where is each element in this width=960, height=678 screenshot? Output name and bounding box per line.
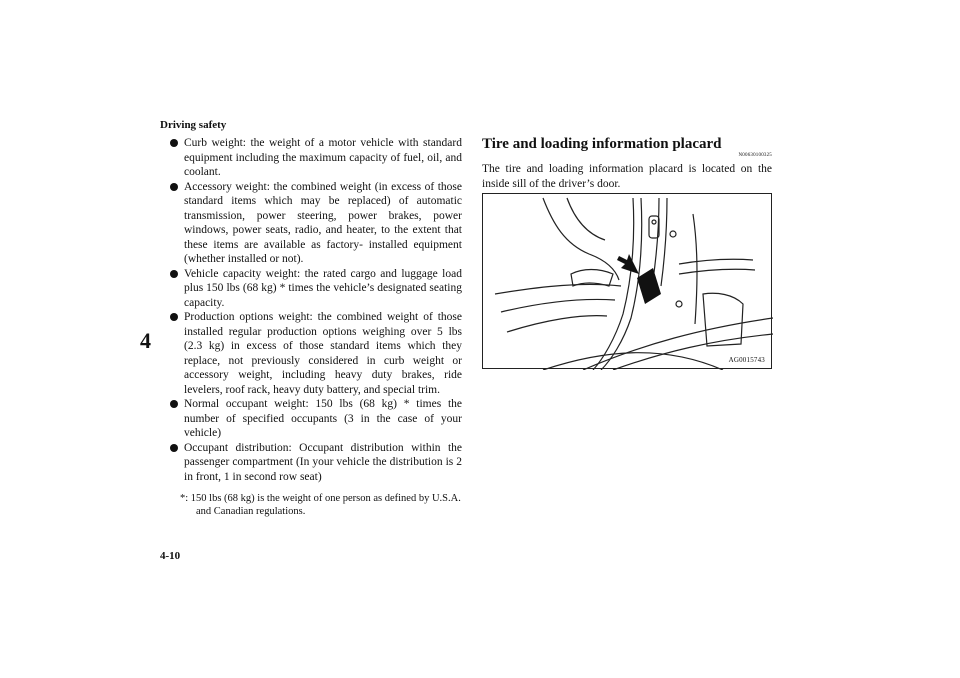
list-item-text: Production options weight: the combined weight of those installed regular production options weighing over 5 lbs (2.3 kg) in excess of those standard items which they replace, not previously considered in curb weight or accessory weight, including heavy duty brakes, ride levelers, roof rack, heavy duty battery, and special trim.	[184, 311, 462, 396]
list-item-text: Vehicle capacity weight: the rated cargo and luggage load plus 150 lbs (68 kg) * times the vehicle’s designated seating capacity.	[184, 267, 462, 309]
list-item	[170, 136, 462, 180]
figure-code: AG0015743	[728, 356, 765, 364]
door-sill-drawing-icon	[483, 194, 773, 370]
chapter-tab: 4	[140, 328, 151, 353]
bullet-icon	[170, 139, 178, 147]
intro-paragraph: The tire and loading information placard is located on the inside sill of the driver’s door.	[482, 163, 772, 190]
bullet-icon	[170, 270, 178, 278]
list-item-text: Normal occupant weight: 150 lbs (68 kg) * times the number of specified occupants (3 in the case of your vehicle)	[184, 398, 462, 439]
bullet-icon	[170, 313, 178, 321]
section-title: Tire and loading information placard	[482, 136, 722, 152]
left-column	[170, 136, 462, 529]
list-item-text: Curb weight: the weight of a motor vehicle with standard equipment including the maximum capacity of fuel, oil, and coolant.	[184, 137, 462, 178]
list-item	[170, 441, 462, 485]
section-code: N00630100325	[738, 153, 772, 158]
door-sill-placard-illustration	[482, 193, 772, 369]
bullet-icon	[170, 400, 178, 408]
list-item-text: Accessory weight: the combined weight (in excess of those standard items which may be replaced) of automatic transmission, power steering, power brakes, power windows, power seats, radio, and heater, to the extent that these items are available as factory- installed equipment (whether installed or not).	[184, 180, 462, 265]
right-column	[482, 136, 772, 191]
bullet-icon	[170, 444, 178, 452]
list-item	[170, 267, 462, 311]
list-item	[170, 180, 462, 267]
list-item-text: Occupant distribution: Occupant distribution within the passenger compartment (In your vehicle the distribution is 2 in front, 1 in second row seat)	[184, 441, 462, 483]
section-title-row	[482, 136, 772, 156]
bullet-icon	[170, 183, 178, 191]
list-item	[170, 310, 462, 397]
list-item	[170, 397, 462, 441]
section-header: Driving safety	[160, 119, 227, 131]
page-number: 4-10	[160, 550, 181, 562]
weight-definitions-list	[170, 136, 462, 484]
footnote: *: 150 lbs (68 kg) is the weight of one person as defined by U.S.A. and Canadian regulations.	[180, 493, 461, 517]
